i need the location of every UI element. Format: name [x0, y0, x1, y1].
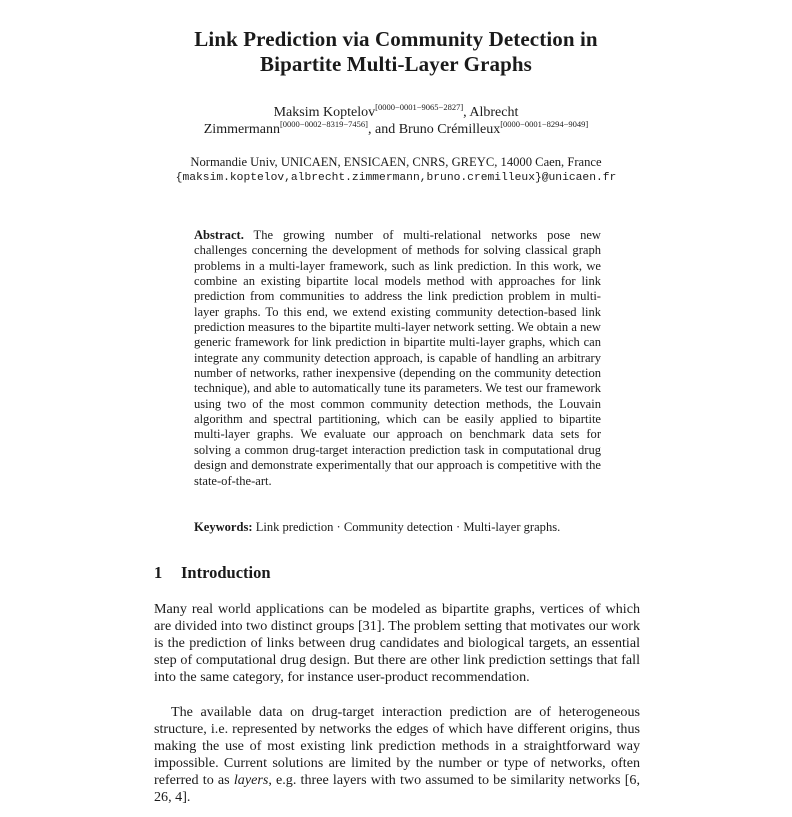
- affiliation: Normandie Univ, UNICAEN, ENSICAEN, CNRS, GREYC, 14000 Caen, France: [190, 155, 602, 169]
- intro-paragraph-2: [154, 704, 640, 807]
- keywords: [194, 519, 614, 535]
- author-zimmermann-part1: , Albrecht: [463, 105, 519, 120]
- abstract-label: Abstract.: [194, 228, 244, 242]
- author-emails: {maksim.koptelov,albrecht.zimmermann,bruno.cremilleux}@unicaen.fr: [175, 172, 617, 184]
- section-title: Introduction: [181, 563, 271, 582]
- abstract: [194, 228, 601, 489]
- orcid-cremilleux: [0000−0001−8294−9049]: [500, 119, 589, 129]
- paragraph-2-before: The available data on drug-target interaction prediction are of heterogeneous structure, i.e. represented by networks the edges of which have different origins, thus making the use of most existing link prediction methods in a straightforward way impossible. Current solutions are limited by the number or type of networks, often referred to as: [154, 704, 640, 789]
- author-list: [150, 104, 642, 138]
- keywords-text: Link prediction · Community detection · Multi-layer graphs.: [255, 520, 561, 534]
- title-line-1: Link Prediction via Community Detection in: [194, 27, 598, 51]
- paragraph-1-text: Many real world applications can be modeled as bipartite graphs, vertices of which are divided into two distinct groups [31]. The problem setting that motivates our work is the prediction of links between drug candidates and biological targets, an essential step of computational drug design. But there are other link prediction settings that fall into the same category, for instance user-product recommendation.: [154, 601, 640, 686]
- abstract-text: The growing number of multi-relational networks pose new challenges concerning the development of methods for solving classical graph problems in a multi-layer framework, such as link prediction. In this work, we combine an existing bipartite local models method with approaches for link prediction from communities to address the link prediction problem in multi-layer graphs. To this end, we extend existing community detection-based link prediction measures to the bipartite multi-layer network setting. We obtain a new generic framework for link prediction in bipartite multi-layer graphs, which can integrate any community detection approach, is capable of handling an arbitrary number of networks, rather inexpensive (depending on the community detection technique), and able to automatically tune its parameters. We test our framework using two of the most common community detection methods, the Louvain algorithm and spectral partitioning, which can be easily applied to bipartite multi-layer graphs. We evaluate our approach on benchmark data sets for solving a common drug-target interaction prediction task in computational drug design and demonstrate experimentally that our approach is competitive with the state-of-the-art.: [194, 228, 601, 488]
- section-number: 1: [154, 563, 163, 582]
- intro-paragraph-1: [154, 601, 640, 686]
- title-line-2: Bipartite Multi-Layer Graphs: [260, 52, 532, 76]
- keywords-label: Keywords:: [194, 520, 253, 534]
- orcid-koptelov: [0000−0001−9065−2827]: [375, 102, 464, 112]
- author-cremilleux: , and Bruno Crémilleux: [368, 122, 501, 137]
- section-heading-introduction: [154, 563, 554, 583]
- orcid-zimmermann: [0000−0002−8319−7456]: [279, 119, 368, 129]
- paragraph-2-emphasis: layers: [233, 772, 269, 789]
- author-zimmermann-part2: Zimmermann: [203, 122, 280, 137]
- paper-title: [0, 27, 792, 77]
- author-koptelov: Maksim Koptelov: [273, 105, 376, 120]
- paragraph-2-text: [154, 704, 640, 807]
- paragraph-2-after: , e.g. three layers with two assumed to be similarity networks [6, 26, 4].: [154, 772, 640, 806]
